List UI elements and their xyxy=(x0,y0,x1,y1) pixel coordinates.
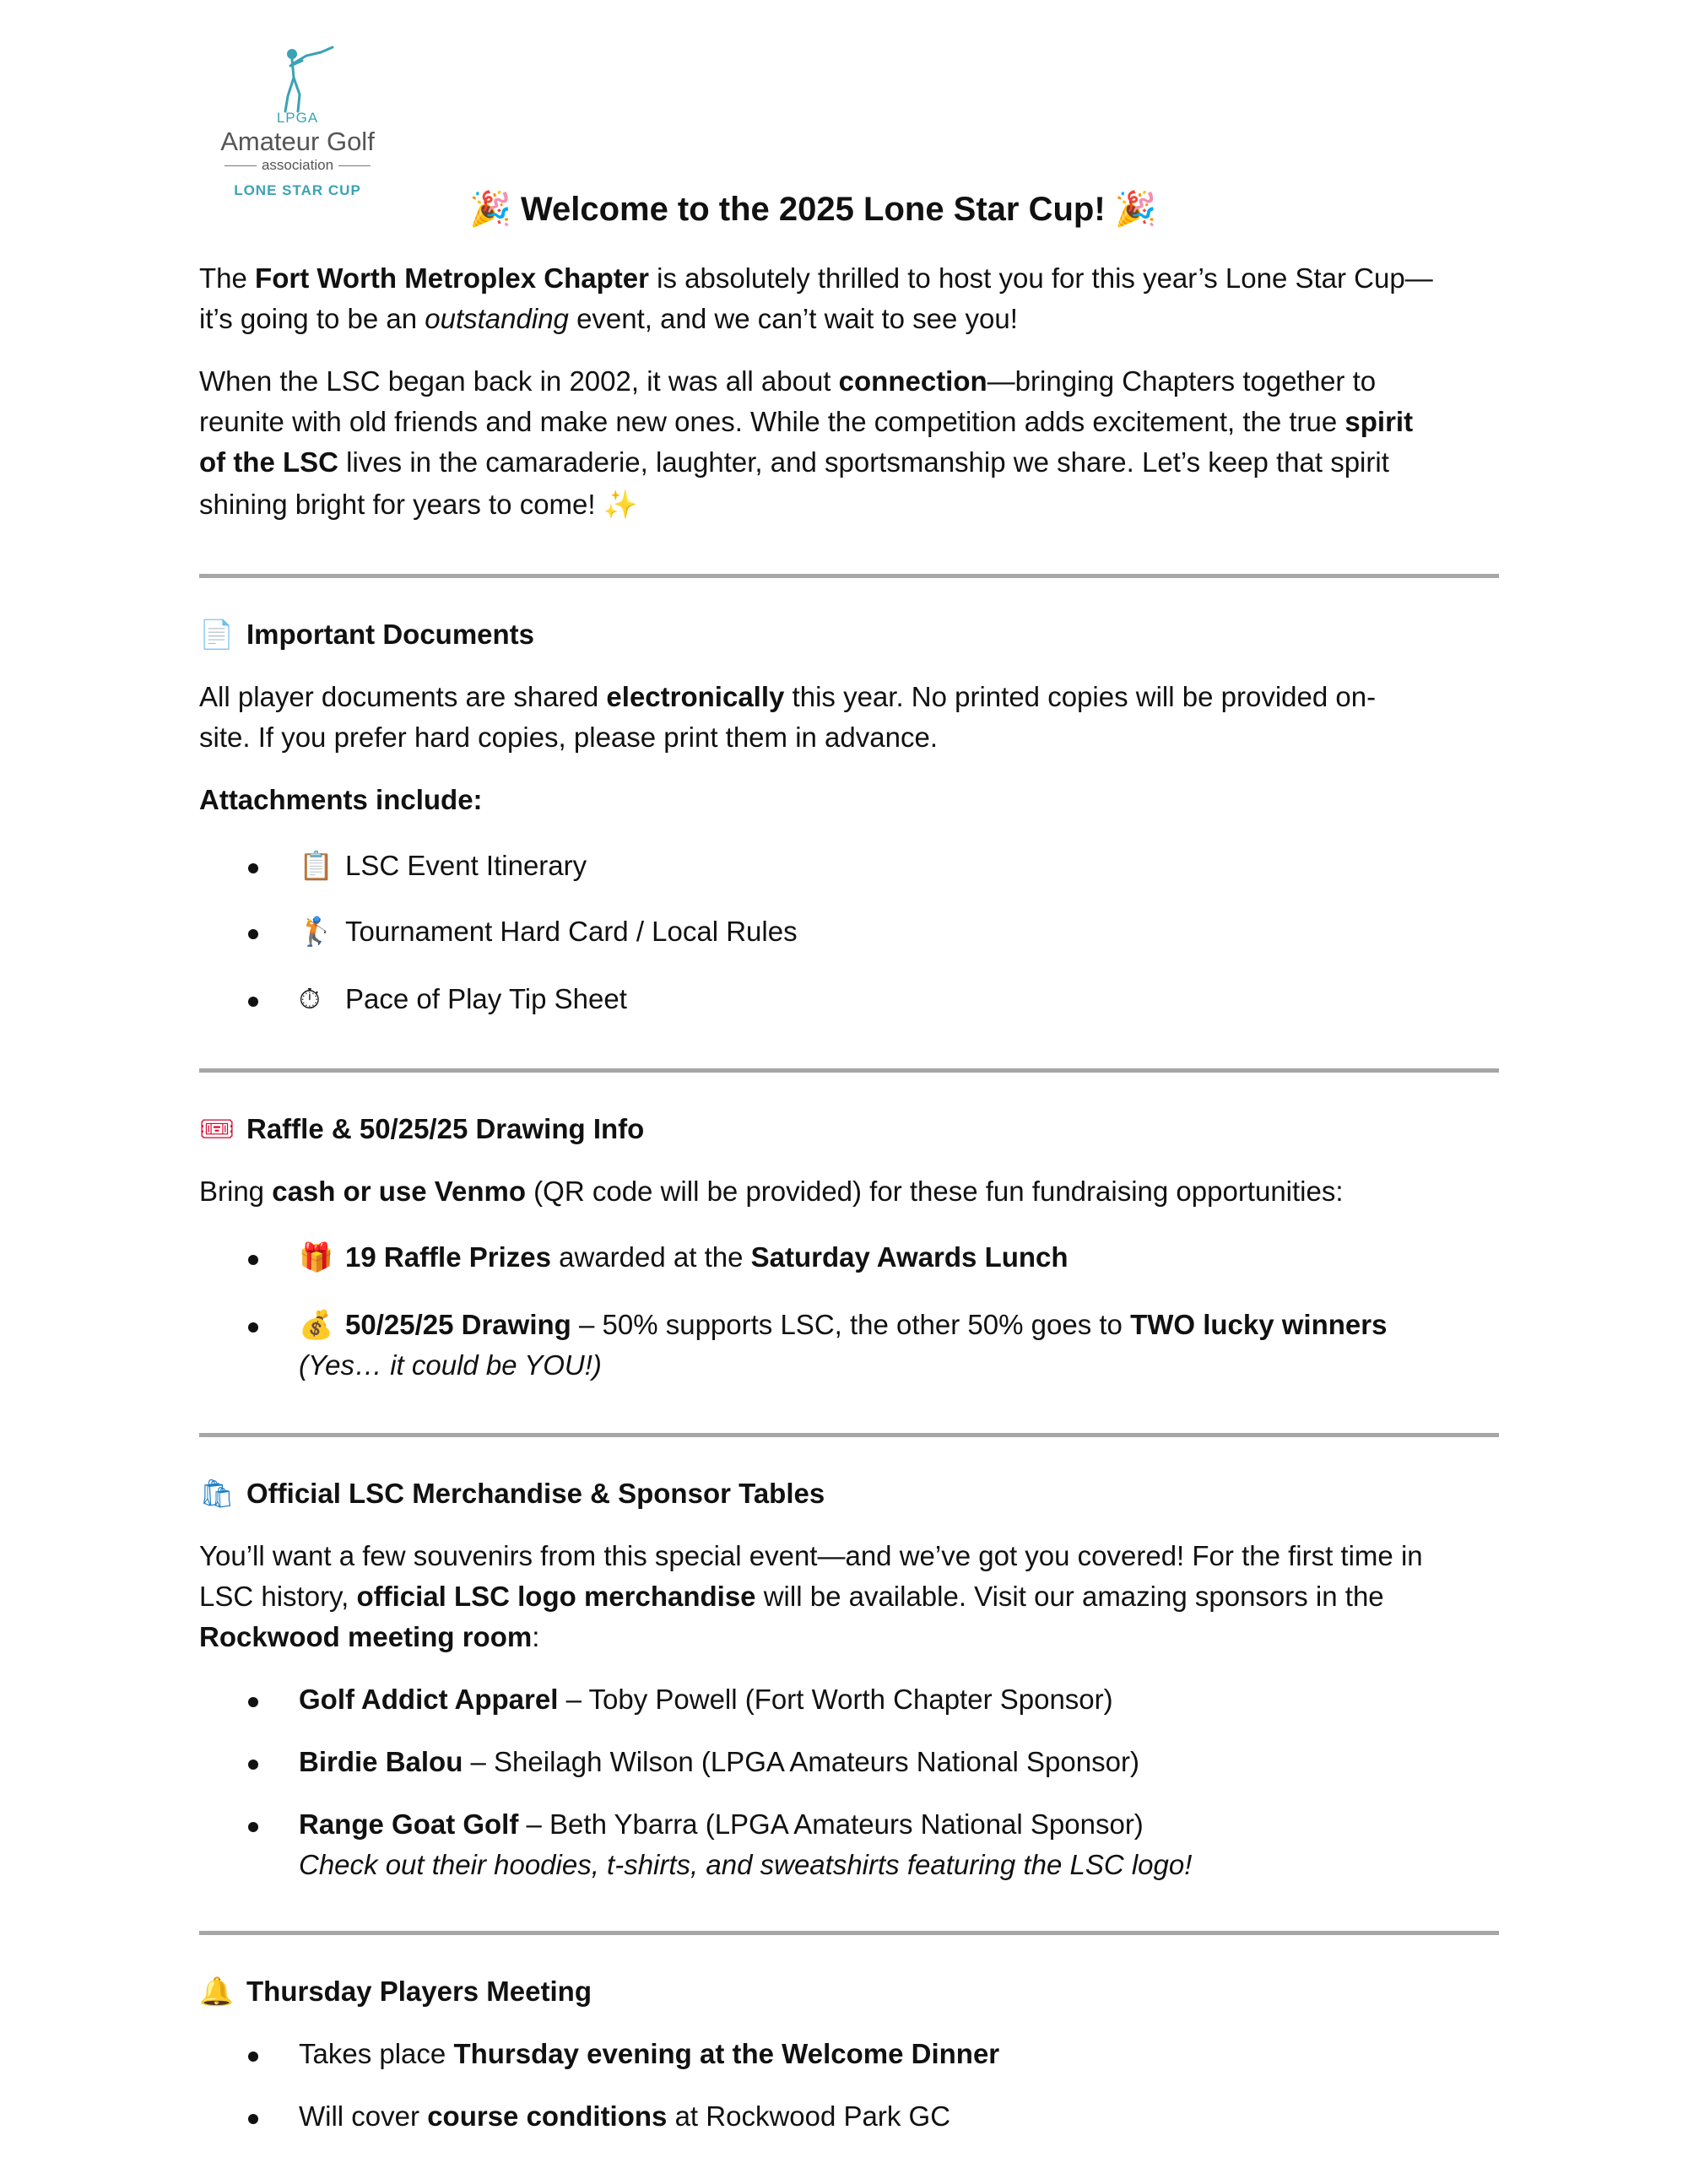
section-heading-text: Important Documents xyxy=(246,619,535,650)
logo-amateur-golf-text: Amateur Golf xyxy=(220,127,375,156)
bold-text: 50/25/25 Drawing xyxy=(345,1309,571,1340)
bullet xyxy=(248,997,258,1007)
intro-paragraph-2 xyxy=(199,361,1499,527)
logo-association-text xyxy=(207,157,388,174)
bullet xyxy=(248,1322,258,1333)
sponsor-name: Birdie Balou xyxy=(299,1746,463,1777)
documents-paragraph xyxy=(199,677,1499,758)
text-run: will be available. Visit our amazing sponsors in the xyxy=(755,1581,1384,1612)
text-run: Takes place xyxy=(299,2038,454,2069)
section-heading-text: Thursday Players Meeting xyxy=(246,1976,592,2007)
clipboard-icon: 📋 xyxy=(299,849,334,882)
text-run: is absolutely thrilled to host you for this year’s Lone Star Cup— xyxy=(648,262,1433,294)
text-run: this year. No printed copies will be provided on- xyxy=(784,681,1377,712)
bold-text: electronically xyxy=(606,681,785,712)
bullet xyxy=(248,1255,258,1265)
bullet xyxy=(248,1697,258,1707)
logo-lpga-text: LPGA xyxy=(276,110,319,126)
bold-text: connection xyxy=(838,365,987,397)
important-documents-heading xyxy=(199,614,534,655)
bullet xyxy=(248,2114,258,2124)
section-heading-text: Raffle & 50/25/25 Drawing Info xyxy=(246,1113,645,1144)
sponsor-name: Range Goat Golf xyxy=(299,1808,519,1840)
text-run: – 50% supports LSC, the other 50% goes to xyxy=(571,1309,1131,1340)
sponsor-detail: – Beth Ybarra (LPGA Amateurs National Sponsor) xyxy=(518,1808,1144,1840)
attachment-item-text: LSC Event Itinerary xyxy=(345,850,587,881)
bold-text: 19 Raffle Prizes xyxy=(345,1241,551,1273)
attachment-item-text: Tournament Hard Card / Local Rules xyxy=(345,916,798,947)
bold-text: course conditions xyxy=(427,2100,668,2132)
raffle-paragraph xyxy=(199,1171,1499,1212)
text-run: shining bright for years to come! xyxy=(199,489,596,520)
section-divider xyxy=(199,574,1499,578)
section-heading-text: Official LSC Merchandise & Sponsor Tables xyxy=(246,1478,825,1509)
bold-text: spirit xyxy=(1344,406,1414,437)
party-popper-icon: 🎉 xyxy=(1114,190,1157,229)
sponsor-name: Golf Addict Apparel xyxy=(299,1684,559,1715)
sparkles-icon: ✨ xyxy=(603,488,638,521)
text-run: Bring xyxy=(199,1176,273,1207)
sponsor-detail: – Sheilagh Wilson (LPGA Amateurs National Sponsor) xyxy=(463,1746,1139,1777)
logo-lone-star-cup-text: LONE STAR CUP xyxy=(234,182,361,198)
host-chapter-name: Fort Worth Metroplex Chapter xyxy=(255,262,649,294)
logo-association-label: association xyxy=(261,157,334,173)
attachments-label: Attachments include: xyxy=(199,784,483,815)
section-divider xyxy=(199,1068,1499,1073)
text-run: LSC history, xyxy=(199,1581,357,1612)
bullet xyxy=(248,929,258,939)
bullet xyxy=(248,2052,258,2062)
bullet xyxy=(248,863,258,873)
page-facing-up-icon: 📄 xyxy=(199,618,235,651)
text-run: site. If you prefer hard copies, please print them in advance. xyxy=(199,722,938,753)
text-run: lives in the camaraderie, laughter, and sportsmanship we share. Let’s keep that spirit xyxy=(338,446,1389,478)
attachment-item-text: Pace of Play Tip Sheet xyxy=(345,983,627,1014)
bullet xyxy=(248,1822,258,1832)
shopping-bags-icon: 🛍 xyxy=(199,1477,235,1510)
raffle-heading xyxy=(199,1109,644,1149)
bold-text: cash or use Venmo xyxy=(272,1176,527,1207)
players-meeting-heading xyxy=(199,1971,592,2012)
stopwatch-icon: ⏱ xyxy=(299,982,321,1015)
text-run: When the LSC began back in 2002, it was all about xyxy=(199,365,839,397)
text-run: —bringing Chapters together to xyxy=(987,365,1377,397)
text-run: Will cover xyxy=(299,2100,428,2132)
text-run: reunite with old friends and make new ones. While the competition adds excitement, the true xyxy=(199,406,1345,437)
gift-icon: 🎁 xyxy=(299,1241,334,1273)
text-run: : xyxy=(532,1621,540,1652)
ticket-icon: 🎟 xyxy=(199,1112,235,1145)
merchandise-paragraph xyxy=(199,1536,1499,1657)
bold-text: Rockwood meeting room xyxy=(199,1621,533,1652)
merchandise-heading xyxy=(199,1473,825,1514)
page-title-text: Welcome to the 2025 Lone Star Cup! xyxy=(520,191,1106,228)
golfer-icon: 🏌 xyxy=(299,915,334,948)
bold-text: Thursday evening at the Welcome Dinner xyxy=(453,2038,1000,2069)
text-run: at Rockwood Park GC xyxy=(667,2100,951,2132)
drawing-note: (Yes… it could be YOU!) xyxy=(299,1349,602,1381)
text-run: awarded at the xyxy=(550,1241,751,1273)
sponsor-detail: – Toby Powell (Fort Worth Chapter Sponsor) xyxy=(558,1684,1113,1715)
golfer-silhouette-icon xyxy=(260,44,336,113)
bold-text: Saturday Awards Lunch xyxy=(750,1241,1069,1273)
bold-text: TWO lucky winners xyxy=(1130,1309,1388,1340)
text-run: (QR code will be provided) for these fun fundraising opportunities: xyxy=(526,1176,1344,1207)
text-run: event, and we can’t wait to see you! xyxy=(568,303,1018,334)
bullet xyxy=(248,1760,258,1770)
party-popper-icon: 🎉 xyxy=(469,190,511,229)
page-title xyxy=(469,184,1229,235)
merchandise-note: Check out their hoodies, t-shirts, and sweatshirts featuring the LSC logo! xyxy=(299,1849,1193,1880)
section-divider xyxy=(199,1433,1499,1437)
bold-text: official LSC logo merchandise xyxy=(356,1581,756,1612)
bell-icon: 🔔 xyxy=(199,1975,235,2008)
bold-text: of the LSC xyxy=(199,446,338,478)
intro-paragraph-1 xyxy=(199,258,1499,339)
lpga-lone-star-cup-logo xyxy=(207,44,388,225)
text-run: All player documents are shared xyxy=(199,681,607,712)
section-divider xyxy=(199,1931,1499,1935)
text-run: it’s going to be an xyxy=(199,303,425,334)
money-bag-icon: 💰 xyxy=(299,1308,334,1341)
text-run: The xyxy=(199,262,256,294)
text-run: You’ll want a few souvenirs from this special event—and we’ve got you covered! For the first time in xyxy=(199,1540,1423,1571)
emphasis-text: outstanding xyxy=(425,303,569,334)
